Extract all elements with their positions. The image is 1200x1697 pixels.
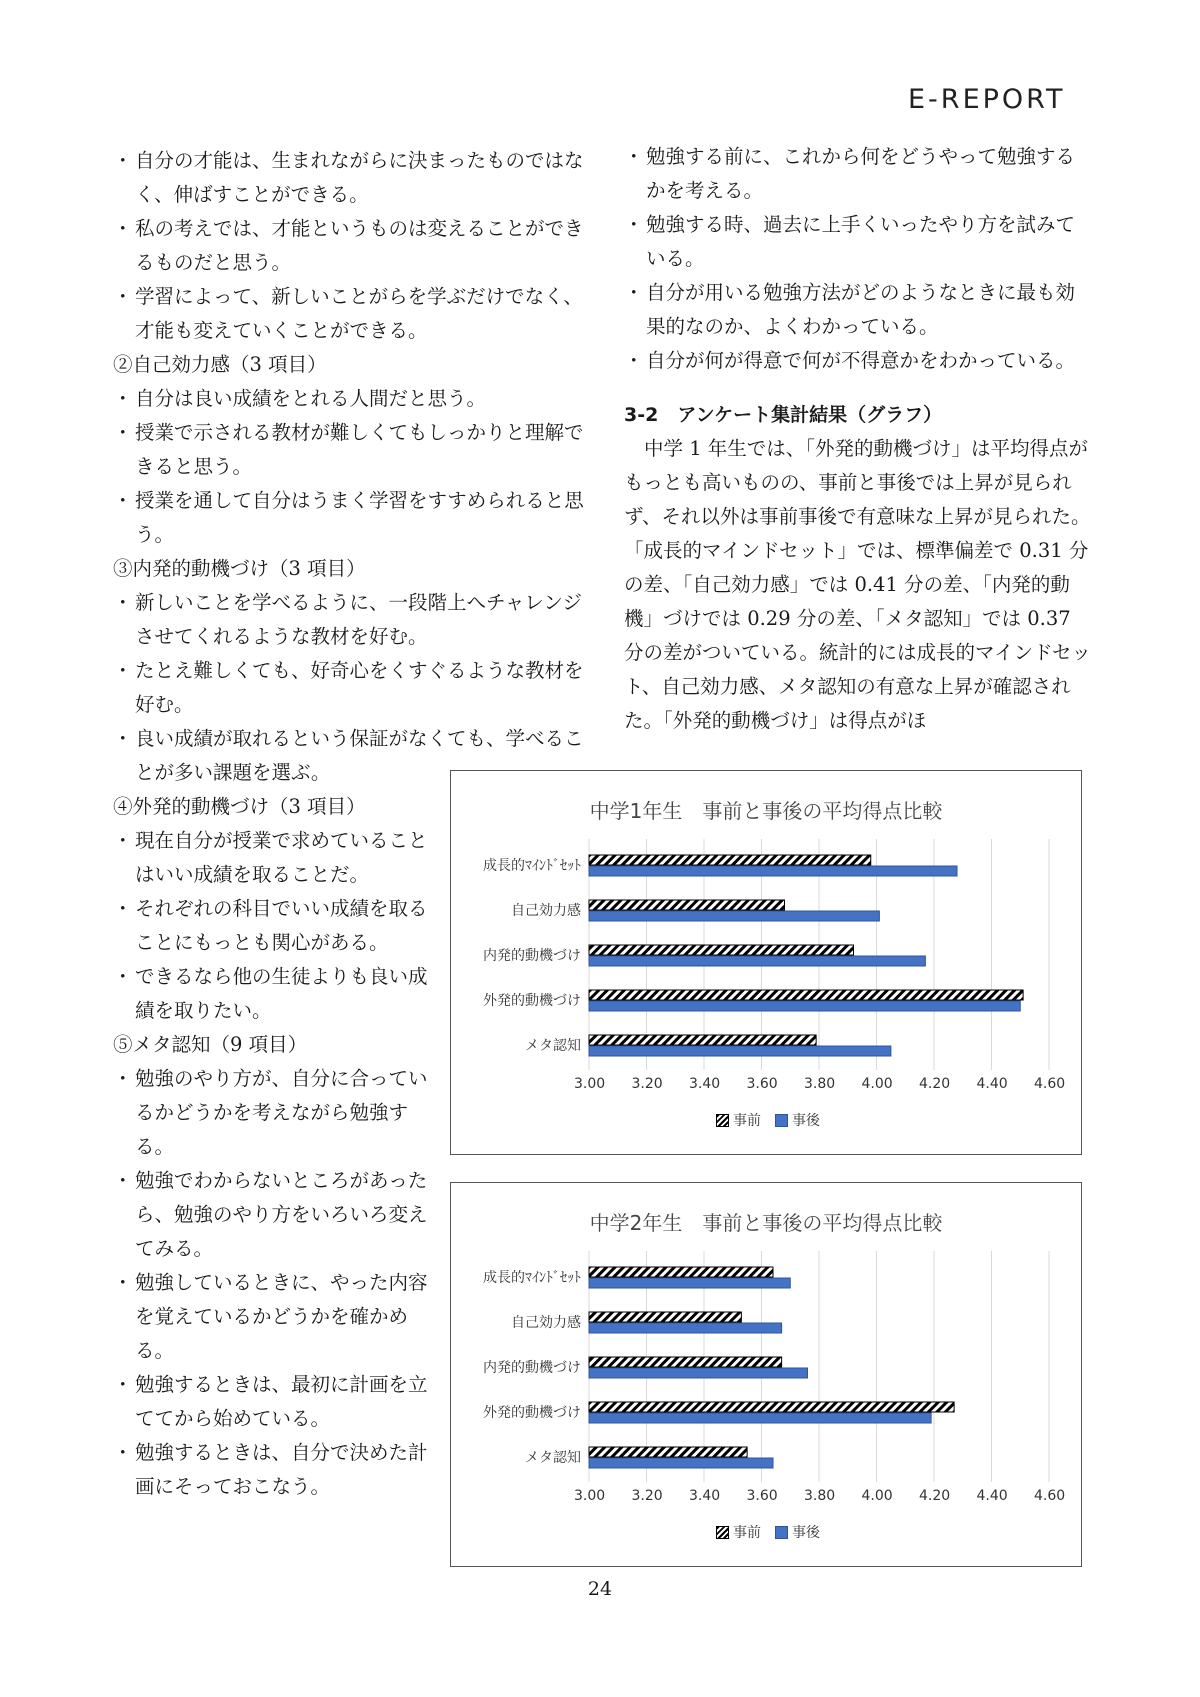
tick-label: 4.40 bbox=[976, 1076, 1008, 1092]
tick-label: 3.00 bbox=[574, 1488, 606, 1504]
bar-post bbox=[589, 1001, 1020, 1011]
list-item: ・ 良い成績が取れるという保証がなくても、学べることが多い課題を選ぶ。 bbox=[113, 722, 591, 790]
legend-swatch bbox=[716, 1526, 729, 1539]
chart-legend bbox=[716, 1110, 830, 1130]
chart-grade2 bbox=[450, 1182, 1082, 1567]
legend-swatch bbox=[716, 1114, 729, 1127]
bar-pre bbox=[589, 1447, 747, 1457]
bar-post bbox=[589, 1278, 790, 1288]
list-item: ・ 学習によって、新しいことがらを学ぶだけでなく、才能も変えていくことができる。 bbox=[113, 280, 591, 348]
category-label: 外発的動機づけ bbox=[483, 993, 581, 1009]
list-item: ・ 現在自分が授業で求めていることはいい成績を取ることだ。 bbox=[113, 824, 435, 892]
tick-label: 3.60 bbox=[746, 1076, 778, 1092]
tick-label: 3.40 bbox=[689, 1076, 721, 1092]
legend-label: 事後 bbox=[792, 1525, 820, 1541]
bar-post bbox=[589, 1413, 931, 1423]
body-paragraph: 中学 1 年生では、「外発的動機づけ」は平均得点がもっとも高いものの、事前と事後では上昇が見られず、それ以外は事前事後で有意味な上昇が見られた。「成長的マインドセット」では、標準偏差で 0.31 分の差、「自己効力感」では 0.41 分の差、「内発的動機」づけでは 0.29 分の差、「メタ認知」では 0.37 分の差がついている。統計的には成長的マインドセット、自己効力感、メタ認知の有意な上昇が確認された。「外発的動機づけ」は得点がほ bbox=[624, 437, 1092, 732]
bar-post bbox=[589, 911, 879, 921]
tick-label: 4.60 bbox=[1034, 1076, 1066, 1092]
list-item: ・ 勉強しているときに、やった内容を覚えているかどうかを確かめる。 bbox=[113, 1266, 435, 1368]
chart-title: 中学2年生 事前と事後の平均得点比較 bbox=[589, 1211, 943, 1235]
list-item: ・ 勉強するときは、最初に計画を立ててから始めている。 bbox=[113, 1368, 435, 1436]
category-label: 内発的動機づけ bbox=[483, 1360, 581, 1376]
list-item: ・ たとえ難しくても、好奇心をくすぐるような教材を好む。 bbox=[113, 654, 591, 722]
section-label: ⑤メタ認知（9 項目） bbox=[113, 1033, 308, 1056]
report-header: E-REPORT bbox=[908, 84, 1066, 115]
section-label: ④外発的動機づけ（3 項目） bbox=[113, 795, 366, 818]
chart-legend bbox=[716, 1522, 830, 1542]
bar-post bbox=[589, 1458, 773, 1468]
list-item: ・ 自分は良い成績をとれる人間だと思う。 bbox=[113, 382, 591, 416]
legend-label: 事後 bbox=[792, 1113, 820, 1129]
bar-post bbox=[589, 1323, 782, 1333]
category-label: メタ認知 bbox=[525, 1038, 581, 1054]
tick-label: 4.60 bbox=[1034, 1488, 1066, 1504]
bar-pre bbox=[589, 855, 871, 865]
legend-swatch bbox=[775, 1526, 788, 1539]
list-item: ・ 自分が用いる勉強方法がどのようなときに最も効果的なのか、よくわかっている。 bbox=[624, 276, 1094, 344]
section-heading: 3-2 アンケート集計結果（グラフ） bbox=[624, 404, 943, 426]
bar-pre bbox=[589, 1357, 782, 1367]
tick-label: 4.40 bbox=[976, 1488, 1008, 1504]
tick-label: 3.40 bbox=[689, 1488, 721, 1504]
page-number: 24 bbox=[587, 1578, 613, 1600]
category-label: 外発的動機づけ bbox=[483, 1405, 581, 1421]
tick-label: 4.20 bbox=[919, 1488, 951, 1504]
category-label: 成長的ﾏｲﾝﾄﾞｾｯﾄ bbox=[483, 1270, 581, 1286]
list-item: ・ 勉強するときは、自分で決めた計画にそっておこなう。 bbox=[113, 1436, 435, 1504]
category-label: 内発的動機づけ bbox=[483, 948, 581, 964]
legend-swatch bbox=[775, 1114, 788, 1127]
list-item: ・ 私の考えでは、才能というものは変えることができるものだと思う。 bbox=[113, 212, 591, 280]
tick-label: 3.60 bbox=[746, 1488, 778, 1504]
category-label: 成長的ﾏｲﾝﾄﾞｾｯﾄ bbox=[483, 858, 581, 874]
list-item: ・ それぞれの科目でいい成績を取ることにもっとも関心がある。 bbox=[113, 892, 435, 960]
section-label: ③内発的動機づけ（3 項目） bbox=[113, 557, 366, 580]
list-item: ・ 授業で示される教材が難しくてもしっかりと理解できると思う。 bbox=[113, 416, 591, 484]
bar-pre bbox=[589, 1312, 741, 1322]
tick-label: 3.00 bbox=[574, 1076, 606, 1092]
right-column bbox=[624, 140, 1094, 738]
list-item: ・ 勉強のやり方が、自分に合っているかどうかを考えながら勉強する。 bbox=[113, 1062, 435, 1164]
list-item: ・ 自分の才能は、生まれながらに決まったものではなく、伸ばすことができる。 bbox=[113, 144, 591, 212]
bar-pre bbox=[589, 945, 854, 955]
list-item: ・ 授業を通して自分はうまく学習をすすめられると思う。 bbox=[113, 484, 591, 552]
bar-post bbox=[589, 956, 925, 966]
tick-label: 4.00 bbox=[861, 1488, 893, 1504]
list-item: ・ できるなら他の生徒よりも良い成績を取りたい。 bbox=[113, 960, 435, 1028]
bar-post bbox=[589, 866, 957, 876]
category-label: 自己効力感 bbox=[511, 903, 581, 919]
section-label: ②自己効力感（3 項目） bbox=[113, 353, 327, 376]
tick-label: 3.20 bbox=[631, 1076, 663, 1092]
bar-post bbox=[589, 1368, 808, 1378]
bar-pre bbox=[589, 1402, 954, 1412]
category-label: 自己効力感 bbox=[511, 1315, 581, 1331]
bar-pre bbox=[589, 1267, 773, 1277]
bar-pre bbox=[589, 1035, 816, 1045]
tick-label: 4.00 bbox=[861, 1076, 893, 1092]
bar-pre bbox=[589, 900, 785, 910]
list-item: ・ 勉強する前に、これから何をどうやって勉強するかを考える。 bbox=[624, 140, 1094, 208]
bar-pre bbox=[589, 990, 1023, 1000]
legend-label: 事前 bbox=[733, 1113, 761, 1129]
tick-label: 3.20 bbox=[631, 1488, 663, 1504]
category-label: メタ認知 bbox=[525, 1450, 581, 1466]
tick-label: 3.80 bbox=[804, 1488, 836, 1504]
chart-title: 中学1年生 事前と事後の平均得点比較 bbox=[589, 799, 943, 823]
list-item: ・ 自分が何が得意で何が不得意かをわかっている。 bbox=[624, 344, 1094, 378]
list-item: ・ 勉強でわからないところがあったら、勉強のやり方をいろいろ変えてみる。 bbox=[113, 1164, 435, 1266]
legend-label: 事前 bbox=[733, 1525, 761, 1541]
list-item: ・ 勉強する時、過去に上手くいったやり方を試みている。 bbox=[624, 208, 1094, 276]
list-item: ・ 新しいことを学べるように、一段階上へチャレンジさせてくれるような教材を好む。 bbox=[113, 586, 591, 654]
bar-post bbox=[589, 1046, 891, 1056]
tick-label: 4.20 bbox=[919, 1076, 951, 1092]
chart-grade1 bbox=[450, 770, 1082, 1155]
tick-label: 3.80 bbox=[804, 1076, 836, 1092]
